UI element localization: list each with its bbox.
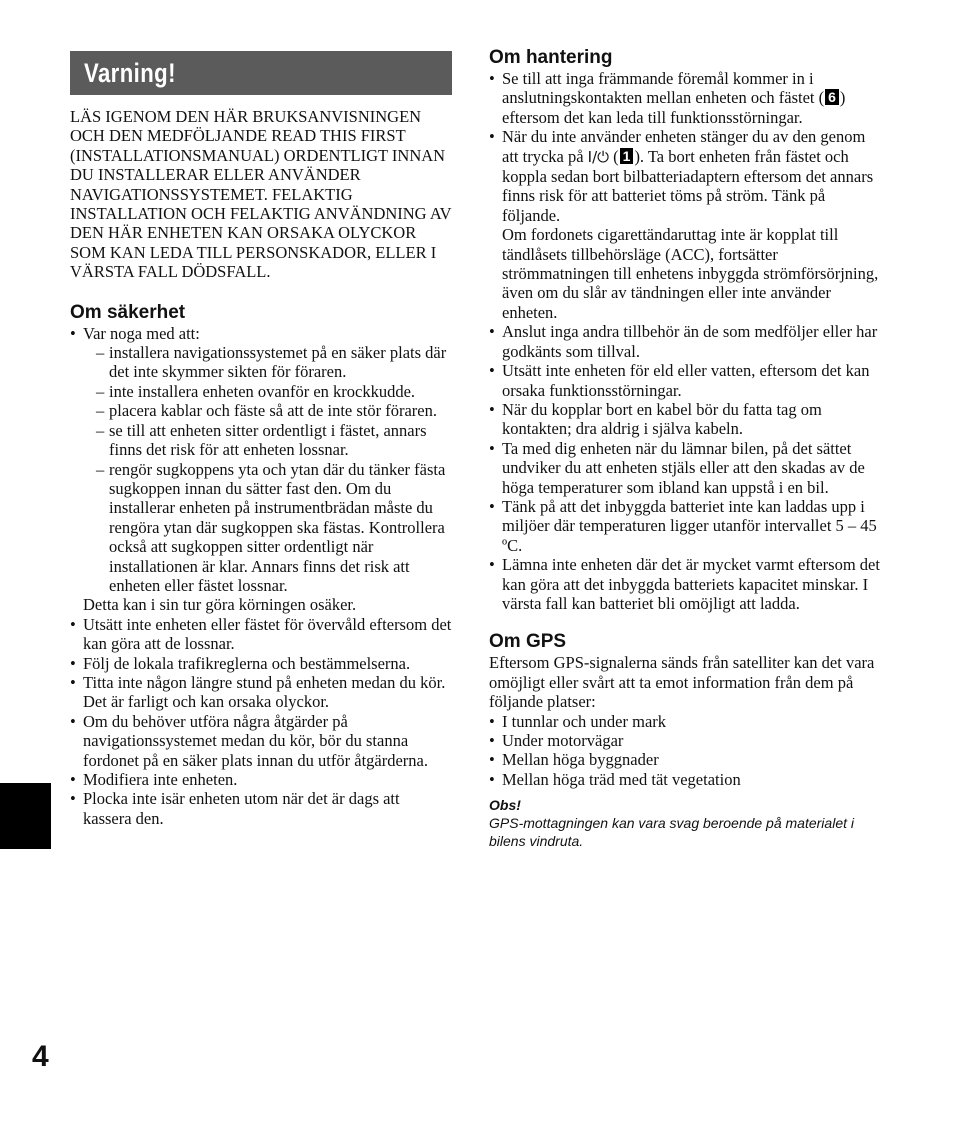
list-item-continuation: Om fordonets cigarettändaruttag inte är kopplat till tändlåsets tillbehörsläge (ACC), fortsätter strömmatningen till enhetens inbyggda strömförsörjning, även om du slår av tändningen eller inte använder enheten. [502,225,879,322]
list-item [489,69,884,127]
list-item: – se till att enheten sitter ordentligt i fästet, annars finns det risk för att enheten lossnar. [96,421,452,460]
gps-heading: Om GPS [489,631,567,653]
list-item: • Mellan höga träd med tät vegetation [489,770,884,789]
power-icon: I/⏻ [587,147,610,166]
list-item: • Titta inte någon längre stund på enheten medan du kör. Det är farligt och kan orsaka olyckor. [70,673,452,712]
list-item-continuation: Detta kan i sin tur göra körningen osäker. [83,595,357,615]
key-1-icon: 1 [620,148,634,164]
list-item: • När du kopplar bort en kabel bör du fatta tag om kontakten; dra aldrig i själva kabeln. [489,400,884,439]
list-item: • Plocka inte isär enheten utom när det är dags att kassera den. [70,789,452,828]
list-item: • Utsätt inte enheten eller fästet för övervåld eftersom det kan göra att de lossnar. [70,615,452,654]
safety-heading: Om säkerhet [70,301,186,323]
safety-list [70,324,452,829]
list-item: • Lämna inte enheten där det är mycket varmt eftersom det kan göra att det inbyggda batteriets kapacitet minskar. I värsta fall kan batteriet bli omöjligt att ladda. [489,555,884,613]
text-part: ). Ta bort enheten från fästet och koppla sedan bort bilbatteriadaptern eftersom det annars finns risk för att batteriet töms på ström. Tänk på följande. [502,146,874,225]
list-item: • I tunnlar och under mark [489,712,884,731]
key-6-icon: 6 [825,89,839,105]
handling-list [489,69,884,613]
list-item: • Anslut inga andra tillbehör än de som medföljer eller har godkänts som tillval. [489,322,884,361]
list-item [489,127,884,322]
section-tab-marker [0,783,51,849]
text-part: Se till att inga främmande föremål kommer in i anslutningskontakten mellan enheten och fästet ( [502,69,825,108]
list-item: • Om du behöver utföra några åtgärder på navigationssystemet medan du kör, bör du stanna fordonet på en säker plats innan du utför åtgärderna. [70,712,452,770]
page-number: 4 [32,1040,49,1073]
note-text: GPS-mottagningen kan vara svag beroende på materialet i bilens vindruta. [489,815,854,850]
list-item: • Tänk på att det inbyggda batteriet inte kan laddas upp i miljöer där temperaturen ligger utanför intervallet 5 – 45 ºC. [489,497,884,555]
list-item [70,324,452,615]
gps-list [489,712,884,790]
right-column [489,47,884,850]
warning-title: Varning! [84,57,176,88]
left-column [70,51,452,828]
warning-title-bar [70,51,452,95]
list-item: • Följ de lokala trafikreglerna och bestämmelserna. [70,654,452,673]
note-title: Obs! [489,797,521,814]
text-part: ( [609,146,619,166]
list-item: • Utsätt inte enheten för eld eller vatten, eftersom det kan orsaka funktionsstörningar. [489,361,884,400]
sub-list [96,343,452,595]
gps-intro: Eftersom GPS-signalerna sänds från satelliter kan det vara omöjligt eller svårt att ta emot information från dem på följande platser: [489,653,875,712]
list-item: • Modifiera inte enheten. [70,770,452,789]
list-item: – rengör sugkoppens yta och ytan där du tänker fästa sugkoppen innan du sätter fast den. Om du installerar enheten på instrumentbrädan måste du rengöra ytan där sugkoppen ska fästas. Kontrollera också att sugkoppen sitter ordentligt när installationen är klar. Annars finns det risk att enheten eller fästet lossnar. [96,460,452,596]
handling-heading: Om hantering [489,47,613,68]
list-item: • Mellan höga byggnader [489,750,884,769]
warning-text: LÄS IGENOM DEN HÄR BRUKSANVISNINGEN OCH DEN MEDFÖLJANDE READ THIS FIRST (INSTALLATIONSMANUAL) ORDENTLIGT INNAN DU INSTALLERAR ELLER ANVÄNDER NAVIGATIONSSYSTEMET. FELAKTIG INSTALLATION OCH FELAKTIG ANVÄNDNING AV DEN HÄR ENHETEN KAN ORSAKA OLYCKOR SOM KAN LEDA TILL PERSONSKADOR, ELLER I VÄRSTA FALL DÖDSFALL. [70,107,452,282]
list-item: – inte installera enheten ovanför en krockkudde. [96,382,452,401]
list-item-text: Var noga med att: [83,323,200,343]
text-part: ) eftersom det kan leda till funktionsstörningar. [502,88,846,127]
text-part: När du inte använder enheten stänger du av den genom att trycka på [502,127,866,166]
list-item: • Under motorvägar [489,731,884,750]
list-item: • Ta med dig enheten när du lämnar bilen, på det sättet undviker du att enheten stjäls eller att den skadas av de höga temperaturer som ibland kan uppstå i en bil. [489,439,884,497]
list-item: – placera kablar och fäste så att de inte stör föraren. [96,401,452,420]
list-item: – installera navigationssystemet på en säker plats där det inte skymmer sikten för föraren. [96,343,452,382]
